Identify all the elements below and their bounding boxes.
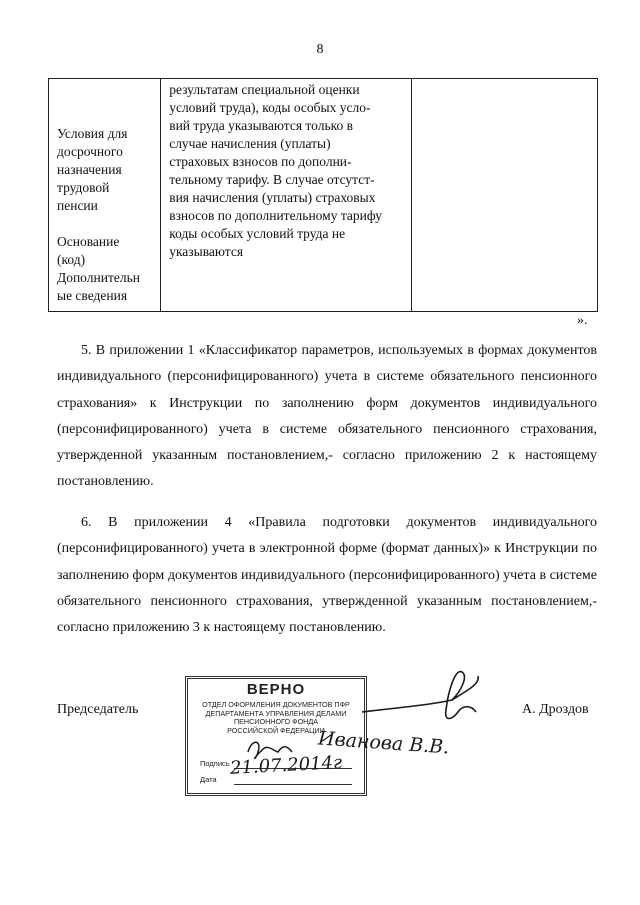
paragraph-6 (57, 510, 597, 641)
table-cell-description (161, 79, 411, 312)
field-name-line: назначения (57, 162, 122, 177)
description-line: коды особых условий труда не (169, 226, 346, 241)
field-name-line: досрочного (57, 144, 123, 159)
page-number: 8 (316, 42, 324, 57)
field-name-line: ые сведения (57, 288, 128, 303)
document-table (48, 78, 598, 312)
field-name-line: трудовой (57, 180, 110, 195)
stamp-line: РОССИЙСКОЙ ФЕДЕРАЦИИ (227, 725, 325, 735)
description-line: вий труда указываются только в (169, 118, 353, 133)
field-name-line: (код) (57, 252, 86, 267)
table-cell-empty (411, 79, 597, 312)
stamp-line: ОТДЕЛ ОФОРМЛЕНИЯ ДОКУМЕНТОВ ПФР (202, 700, 350, 709)
paragraph-5 (57, 338, 597, 496)
description-line: вия начисления (уплаты) страховых (169, 190, 376, 205)
stamp-title: ВЕРНО (246, 681, 306, 698)
stamp-handwritten-name: Иванова В.В. (317, 727, 450, 759)
field-name-line: Условия для (57, 126, 128, 141)
paragraph-6-text: 6. В приложении 4 «Правила подготовки документов индивидуального (персонифицированного) учета в электронной форме (формат данных)» к Инструкции по заполнению форм документов индивидуального (персонифицированного) учета в системе обязательного пенсионного страхования, утвержденной указанным постановлением,- согласно приложению 3 к настоящему постановлению. (57, 515, 597, 636)
description-line: взносов по дополнительному тарифу (169, 208, 383, 223)
stamp-date-line (234, 784, 352, 785)
stamp-line: ПЕНСИОННОГО ФОНДА (233, 717, 319, 727)
description-line: страховых взносов по дополни- (169, 154, 352, 169)
paragraph-5-text: 5. В приложении 1 «Классификатор параметров, используемых в формах документов индивидуального (персонифицированного) учета в системе обязательного пенсионного страхования» к Инструкции по заполнению форм документов индивидуального (персонифицированного) учета в системе обязательного пенсионного страхования, утвержденной указанным постановлением,- согласно приложению 2 к настоящему постановлению. (57, 343, 597, 490)
field-name-line: Основание (57, 234, 120, 249)
closing-quote: ». (577, 313, 588, 328)
description-line: результатам специальной оценки (169, 82, 360, 97)
description-line: случае начисления (уплаты) (169, 136, 331, 151)
description-line: тельному тарифу. В случае отсутст- (169, 172, 375, 187)
table-cell-field-names (49, 79, 161, 312)
signer-title: Председатель (57, 702, 139, 717)
stamp-date-label: Дата (200, 775, 217, 784)
chairman-signature-icon (362, 672, 478, 719)
field-name-line: пенсии (57, 198, 98, 213)
stamp-line: ДЕПАРТАМЕНТА УПРАВЛЕНИЯ ДЕЛАМИ (205, 708, 347, 718)
field-name-line: Дополнительн (57, 270, 140, 285)
stamp-signature-label: Подпись (200, 759, 230, 768)
description-line: указываются (169, 244, 244, 259)
signer-name: А. Дроздов (522, 702, 589, 717)
stamp-handwritten-date: 21.07.2014г (229, 752, 343, 779)
description-line: условий труда), коды особых усло- (169, 100, 371, 115)
